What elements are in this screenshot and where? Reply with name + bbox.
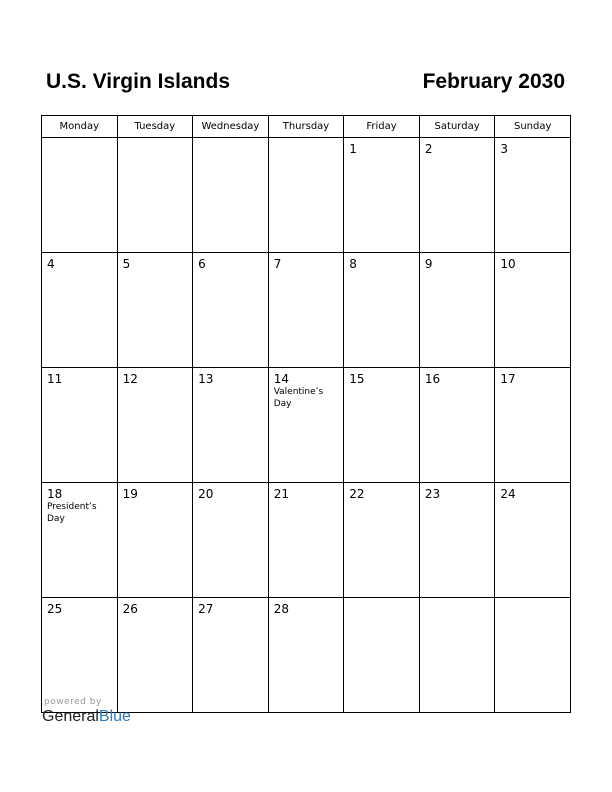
- week-row: [42, 598, 571, 713]
- day-cell: [193, 138, 269, 253]
- day-cell: [268, 138, 344, 253]
- day-number: 28: [273, 602, 289, 616]
- day-cell: [495, 138, 571, 253]
- day-number: 24: [500, 487, 516, 501]
- day-number: 6: [198, 257, 206, 271]
- powered-by-text: powered by: [44, 697, 102, 707]
- day-number: 8: [349, 257, 357, 271]
- day-cell: [344, 138, 420, 253]
- day-number: 26: [122, 602, 138, 616]
- weekday-header: Friday: [344, 116, 420, 138]
- weekday-header: Sunday: [495, 116, 571, 138]
- day-cell: [419, 253, 495, 368]
- day-number: 10: [500, 257, 516, 271]
- day-cell: [495, 483, 571, 598]
- day-cell: [117, 368, 193, 483]
- day-cell: [419, 483, 495, 598]
- holiday-label: President’s Day: [47, 502, 97, 524]
- day-number: 1: [349, 142, 357, 156]
- day-number: 7: [273, 257, 282, 271]
- day-number: 25: [47, 602, 63, 616]
- day-number: 14: [273, 372, 289, 386]
- day-cell: [344, 368, 420, 483]
- day-cell: [42, 483, 118, 598]
- day-cell: [419, 598, 495, 713]
- day-number: 17: [500, 372, 516, 386]
- week-row: [42, 368, 571, 483]
- day-number: 5: [122, 257, 131, 271]
- day-cell: [419, 368, 495, 483]
- day-cell: [495, 368, 571, 483]
- week-row: [42, 483, 571, 598]
- week-row: [42, 253, 571, 368]
- calendar-grid: [41, 115, 571, 713]
- day-cell: [268, 368, 344, 483]
- weekday-header-row: [42, 116, 571, 138]
- day-cell: [344, 483, 420, 598]
- region-title: U.S. Virgin Islands: [46, 70, 230, 93]
- day-number: 11: [47, 372, 63, 386]
- day-cell: [268, 598, 344, 713]
- day-number: 19: [122, 487, 138, 501]
- day-cell: [42, 598, 118, 713]
- day-cell: [42, 253, 118, 368]
- day-number: 27: [198, 602, 214, 616]
- generalblue-logo-link[interactable]: [42, 708, 131, 726]
- day-number: 23: [424, 487, 441, 501]
- day-number: 12: [122, 372, 138, 386]
- brand-blue-text: Blue: [98, 708, 131, 725]
- day-cell: [268, 253, 344, 368]
- day-number: 2: [424, 142, 433, 156]
- day-cell: [42, 368, 118, 483]
- day-number: 18: [47, 487, 63, 501]
- day-number: 15: [349, 372, 365, 386]
- day-cell: [495, 253, 571, 368]
- weekday-header: Saturday: [419, 116, 495, 138]
- day-cell: [268, 483, 344, 598]
- day-cell: [42, 138, 118, 253]
- weekday-header: Tuesday: [117, 116, 193, 138]
- day-number: 16: [424, 372, 441, 386]
- day-cell: [193, 598, 269, 713]
- weekday-header: Monday: [42, 116, 118, 138]
- day-cell: [344, 253, 420, 368]
- day-cell: [117, 598, 193, 713]
- day-number: 9: [424, 257, 433, 271]
- day-cell: [419, 138, 495, 253]
- weekday-header: Wednesday: [193, 116, 269, 138]
- day-cell: [117, 253, 193, 368]
- day-cell: [117, 138, 193, 253]
- day-cell: [495, 598, 571, 713]
- day-cell: [193, 483, 269, 598]
- day-number: 20: [198, 487, 214, 501]
- holiday-label: Valentine’s Day: [273, 387, 324, 409]
- day-number: 13: [198, 372, 214, 386]
- month-year-title: February 2030: [422, 70, 565, 93]
- day-cell: [117, 483, 193, 598]
- weekday-header: Thursday: [268, 116, 344, 138]
- day-cell: [344, 598, 420, 713]
- day-cell: [193, 253, 269, 368]
- day-cell: [193, 368, 269, 483]
- day-number: 3: [500, 142, 509, 156]
- brand-general-text: General: [42, 708, 99, 725]
- week-row: [42, 138, 571, 253]
- day-number: 21: [273, 487, 289, 501]
- day-number: 22: [349, 487, 365, 501]
- day-number: 4: [47, 257, 55, 271]
